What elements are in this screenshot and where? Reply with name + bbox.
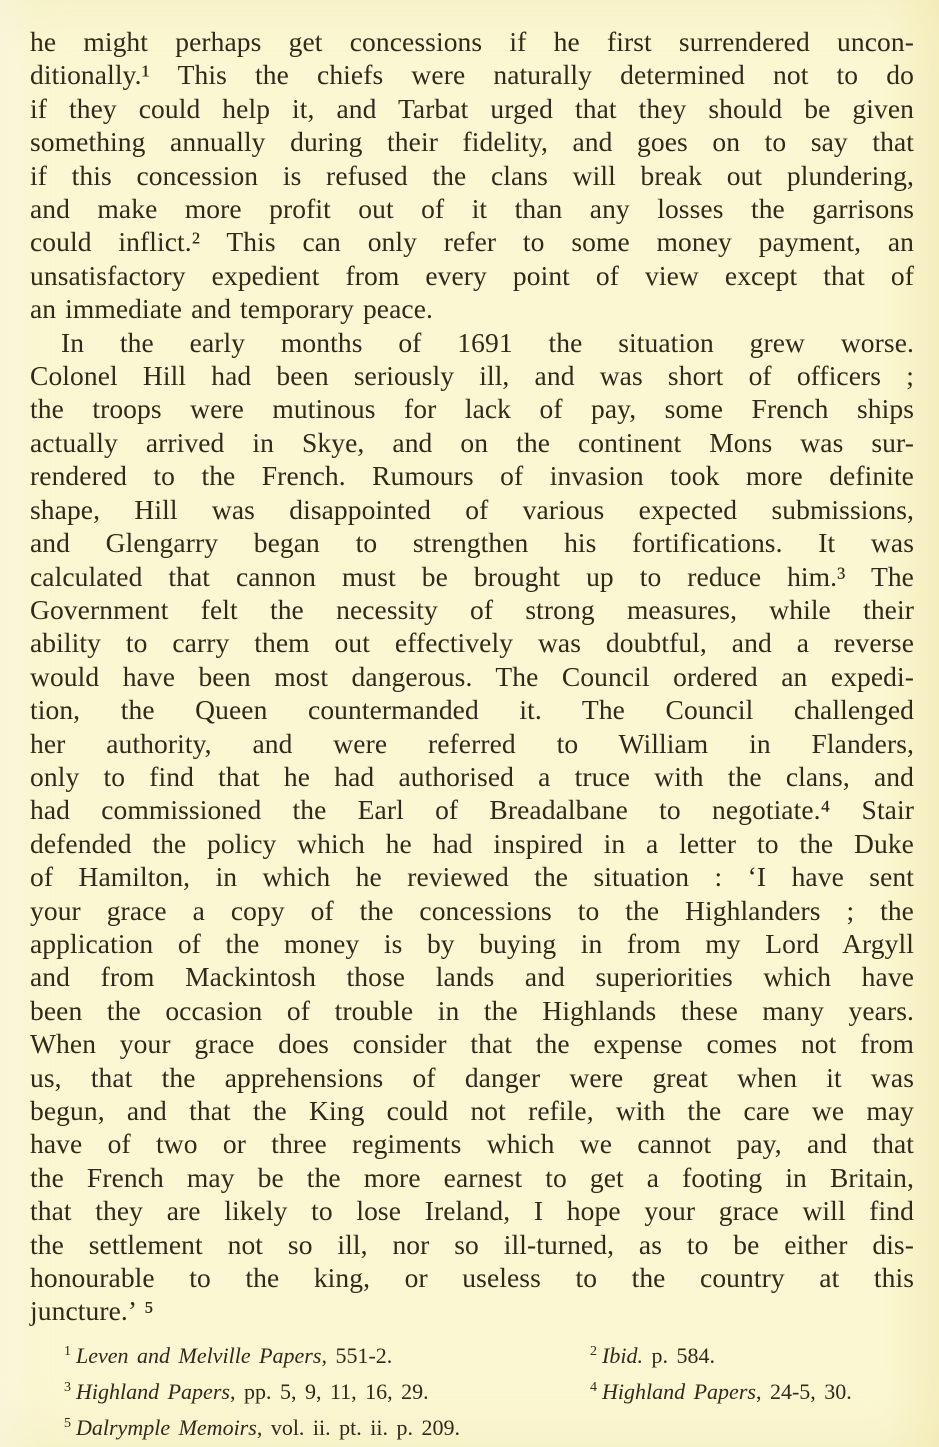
body-line: the settlement not so ill, nor so ill-turned, as to be either dis- [30, 1228, 914, 1260]
footnote-pages: p. 584. [642, 1342, 715, 1368]
body-line: rendered to the French. Rumours of invasion took more definite [30, 460, 914, 492]
footnote-row [64, 1338, 914, 1374]
body-line: her authority, and were referred to William in Flanders, [30, 727, 914, 759]
body-line: honourable to the king, or useless to the country at this [30, 1262, 914, 1294]
footnote-row [64, 1374, 914, 1410]
body-line: he might perhaps get concessions if he first surrendered uncon- [30, 26, 914, 57]
footnote-1: 1 Leven and Melville Papers, 551-2. [64, 1342, 393, 1368]
body-line: Government felt the necessity of strong measures, while their [30, 593, 914, 625]
body-line: had commissioned the Earl of Breadalbane to negotiate.⁴ Stair [30, 794, 914, 826]
body-line: and make more profit out of it than any losses the garrisons [30, 193, 914, 225]
body-line: unsatisfactory expedient from every point of view except that of [30, 259, 914, 291]
body-line: that they are likely to lose Ireland, I hope your grace will find [30, 1195, 914, 1227]
body-line: would have been most dangerous. The Council ordered an expedi- [30, 660, 914, 692]
footnote-pages: , 24-5, 30. [755, 1378, 852, 1404]
body-line: if this concession is refused the clans will break out plundering, [30, 159, 914, 191]
footnote-pages: , vol. ii. pt. ii. p. 209. [256, 1414, 460, 1440]
footnote-source-title: Highland Papers [76, 1378, 230, 1404]
body-line: only to find that he had authorised a truce with the clans, and [30, 760, 914, 792]
footnote-5: 5 Dalrymple Memoirs, vol. ii. pt. ii. p. 209. [64, 1414, 460, 1440]
page-body-text [30, 25, 914, 1328]
body-line: something annually during their fidelity, and goes on to say that [30, 126, 914, 158]
footnote-source-title: Ibid. [602, 1342, 643, 1368]
footnotes-section [30, 1338, 914, 1446]
body-line: if they could help it, and Tarbat urged that they should be given [30, 92, 914, 124]
body-line: have of two or three regiments which we cannot pay, and that [30, 1128, 914, 1160]
body-line: tion, the Queen countermanded it. The Council challenged [30, 694, 914, 726]
body-line-paragraph-end: an immediate and temporary peace. [30, 293, 433, 325]
body-line: defended the policy which he had inspired in a letter to the Duke [30, 827, 914, 859]
body-line: and Glengarry began to strengthen his fortifications. It was [30, 527, 914, 559]
body-line: and from Mackintosh those lands and superiorities which have [30, 961, 914, 993]
footnote-3: 3 Highland Papers, pp. 5, 9, 11, 16, 29. [64, 1378, 429, 1404]
footnote-row [64, 1410, 914, 1446]
body-line: ditionally.¹ This the chiefs were naturally determined not to do [30, 59, 914, 91]
body-line: When your grace does consider that the expense comes not from [30, 1028, 914, 1060]
body-line: Colonel Hill had been seriously ill, and was short of officers ; [30, 360, 914, 392]
body-line: of Hamilton, in which he reviewed the situation : ‘I have sent [30, 861, 914, 893]
body-line: begun, and that the King could not refile, with the care we may [30, 1095, 914, 1126]
footnote-pages: , pp. 5, 9, 11, 16, 29. [229, 1378, 429, 1404]
footnote-2: 2 Ibid. p. 584. [590, 1342, 715, 1368]
body-line: shape, Hill was disappointed of various expected submissions, [30, 493, 914, 525]
body-line: the French may be the more earnest to get a footing in Britain, [30, 1161, 914, 1193]
footnote-4: 4 Highland Papers, 24-5, 30. [590, 1378, 852, 1404]
body-line: actually arrived in Skye, and on the continent Mons was sur- [30, 426, 914, 458]
footnote-source-title: Highland Papers [602, 1378, 756, 1404]
body-line: the troops were mutinous for lack of pay, some French ships [30, 393, 914, 425]
footnote-pages: , 551-2. [321, 1342, 393, 1368]
body-line: been the occasion of trouble in the Highlands these many years. [30, 994, 914, 1026]
body-line: could inflict.² This can only refer to some money payment, an [30, 226, 914, 258]
footnote-source-title: Leven and Melville Papers [76, 1342, 322, 1368]
body-line: your grace a copy of the concessions to the Highlanders ; the [30, 894, 914, 926]
body-line: application of the money is by buying in from my Lord Argyll [30, 927, 914, 959]
body-line: calculated that cannon must be brought up to reduce him.³ The [30, 560, 914, 592]
body-line-paragraph-end: juncture.’ ⁵ [30, 1295, 154, 1327]
body-line-paragraph-start: In the early months of 1691 the situation grew worse. [61, 326, 914, 358]
footnote-source-title: Dalrymple Memoirs [76, 1414, 257, 1440]
body-line: us, that the apprehensions of danger were great when it was [30, 1061, 914, 1093]
body-line: ability to carry them out effectively was doubtful, and a reverse [30, 627, 914, 659]
